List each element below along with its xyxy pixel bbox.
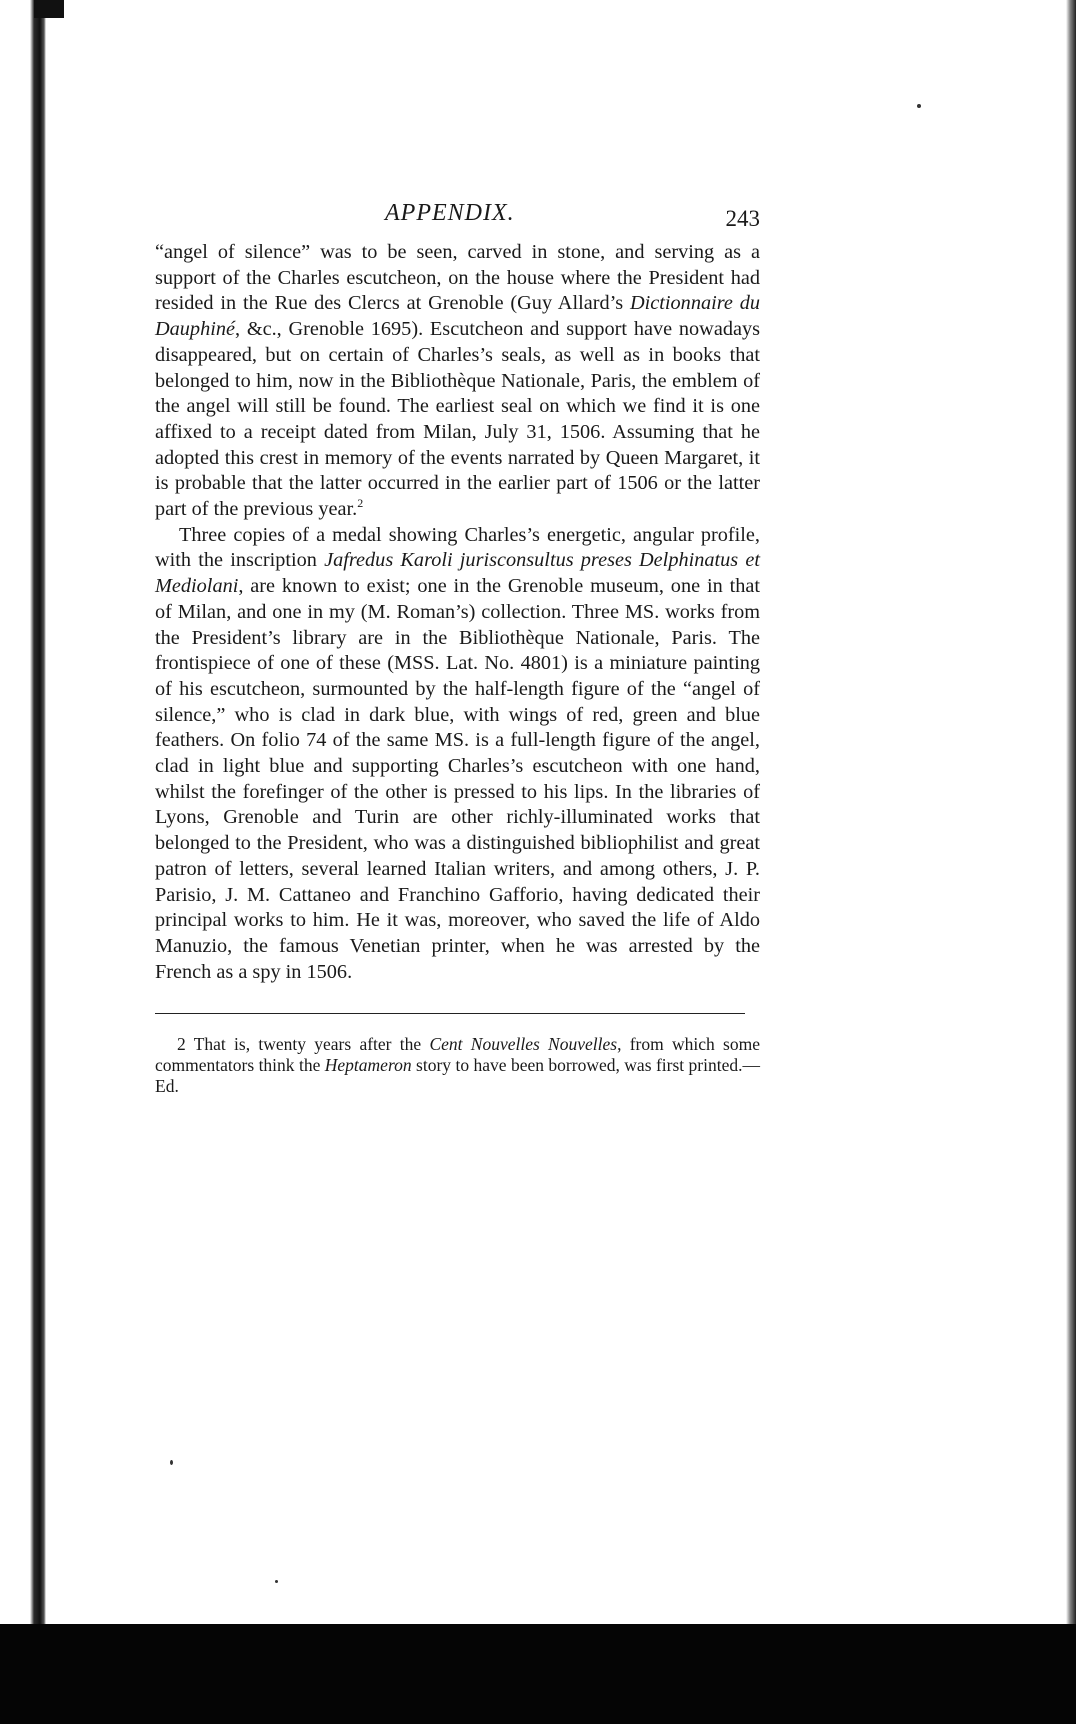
text-span: story to have been borrowed, was first printed.—Ed. xyxy=(155,1055,761,1097)
scan-bottom-border xyxy=(0,1624,1076,1724)
scan-right-margin-shadow xyxy=(1066,0,1076,1724)
italic-span: Cent Nouvelles Nouvelles xyxy=(429,1034,618,1055)
paragraph-2 xyxy=(155,523,760,986)
text-span: , are known to exist; one in the Grenoble museum, one in that of Milan, and one in my (M. Roman’s) collection. Three MS. works from the President’s library are in the Bibliothèque Nationale, Paris. The frontispiece of one of these (MSS. Lat. No. 4801) is a miniature painting of his escutcheon, surmounted by the half-length figure of the “angel of silence,” who is clad in dark blue, with wings of red, green and blue feathers. On folio 74 of the same MS. is a full-length figure of the angel, clad in light blue and supporting Charles’s escutcheon with one hand, whilst the forefinger of the other is pressed to his lips. In the libraries of Lyons, Grenoble and Turin are other richly-illuminated works that belonged to the President, who was a distinguished bibliophilist and great patron of letters, several learned Italian writers, and among others, J. P. Parisio, J. M. Cattaneo and Franchino Gafforio, having dedicated their principal works to him. He it was, moreover, who saved the life of Aldo Manuzio, the famous Venetian printer, when he was arrested by the French as a spy in 1506. xyxy=(155,575,760,983)
paragraph-1 xyxy=(155,240,760,523)
italic-span: Jafredus Karoli jurisconsultus preses Delphinatus et Mediolani xyxy=(155,549,760,598)
scan-speck xyxy=(275,1580,278,1583)
body-text xyxy=(155,240,760,985)
scan-left-margin-shadow xyxy=(0,0,46,1724)
text-span: “angel of silence” was to be seen, carved in stone, and serving as a support of the Charles escutcheon, on the house where the President had resided in the Rue des Clercs at Grenoble (Guy Allard’s xyxy=(155,241,760,315)
footnote xyxy=(155,1034,760,1097)
footnote-reference: 2 xyxy=(357,496,364,511)
text-span: 2 That is, twenty years after the xyxy=(177,1034,430,1055)
scan-speck xyxy=(170,1460,173,1465)
text-span: Three copies of a medal showing Charles’s energetic, angular profile, with the inscription xyxy=(155,523,760,572)
italic-span: Dictionnaire du Dauphiné xyxy=(155,292,760,341)
text-span: , &c., Grenoble 1695). Escutcheon and support have nowadays disappeared, but on certain of Charles’s seals, as well as in books that belonged to him, now in the Bibliothèque Nationale, Paris, the emblem of the angel will still be found. The earliest seal on which we find it is one affixed to a receipt dated from Milan, July 31, 1506. Assuming that he adopted this crest in memory of the events narrated by Queen Margaret, it is probable that the latter occurred in the earlier part of 1506 or the latter part of the previous year. xyxy=(155,318,760,521)
scan-top-left-mark xyxy=(34,0,64,18)
footnote-rule xyxy=(155,1013,745,1014)
scan-speck xyxy=(917,104,921,108)
running-head xyxy=(155,190,760,240)
running-head-title: APPENDIX. xyxy=(385,200,515,226)
book-page xyxy=(155,190,760,1115)
text-span: , from which some commentators think the xyxy=(155,1034,760,1076)
italic-span: Heptameron xyxy=(324,1055,412,1076)
page-number: 243 xyxy=(725,206,760,231)
